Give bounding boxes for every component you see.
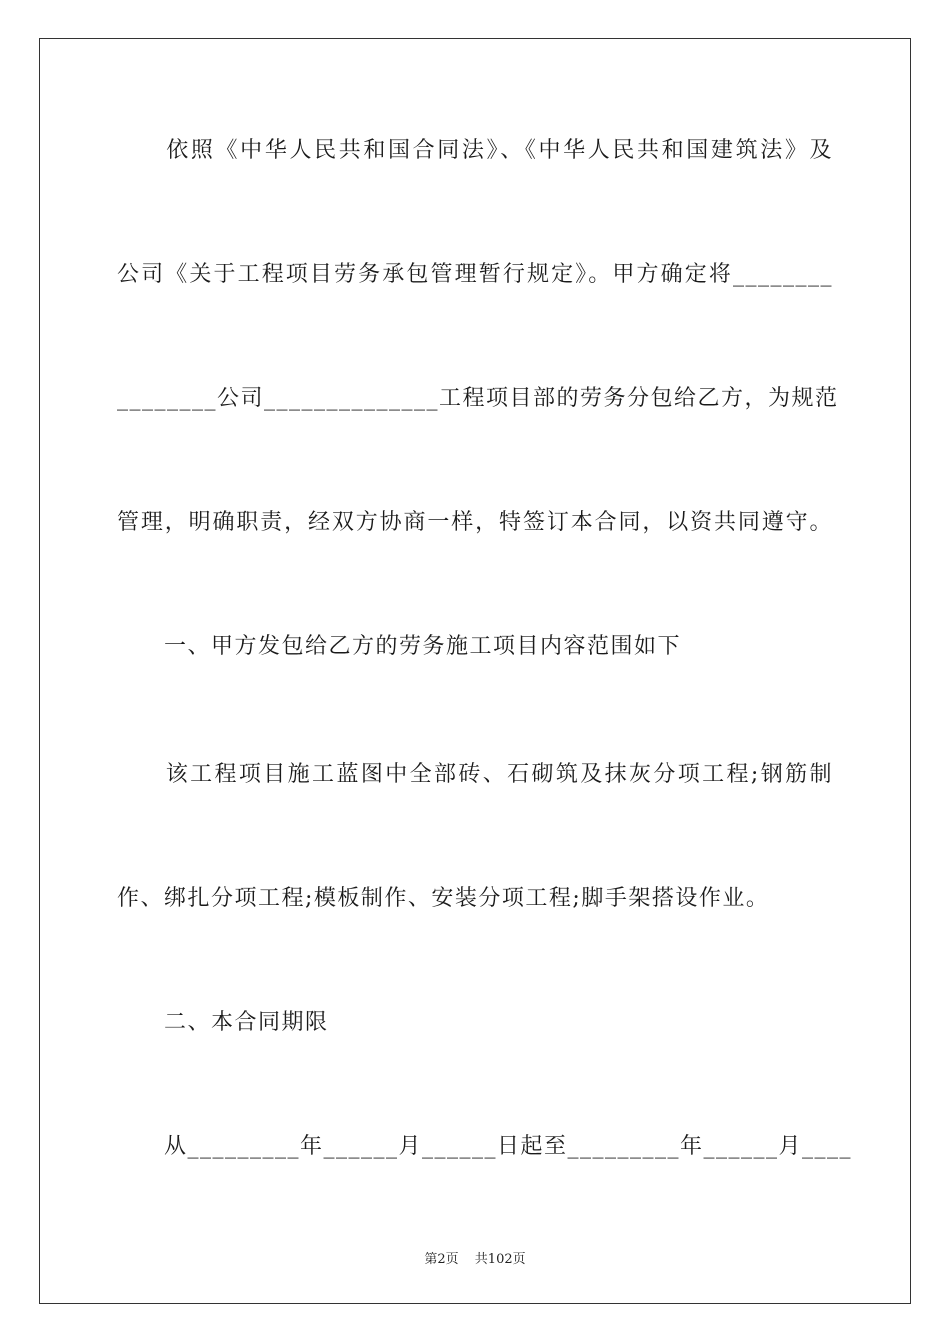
section-heading-2: 二、本合同期限 [117,1010,329,1035]
paragraph-line-4: 管理，明确职责，经双方协商一样，特签订本合同，以资共同遵守。 [117,510,833,535]
page-border [39,38,911,1304]
page-number: 第2页 [424,1252,459,1267]
paragraph-line-7: 从_________年______月______日起至_________年______月____ [117,1134,853,1159]
section-heading-1: 一、甲方发包给乙方的劳务施工项目内容范围如下 [117,634,682,659]
paragraph-line-6: 作、绑扎分项工程;模板制作、安装分项工程;脚手架搭设作业。 [117,886,770,911]
page-total: 共102页 [474,1252,526,1267]
paragraph-line-3: ________公司______________工程项目部的劳务分包给乙方，为规范 [117,386,839,411]
paragraph-line-5: 该工程项目施工蓝图中全部砖、石砌筑及抹灰分项工程;钢筋制 [117,762,833,787]
paragraph-line-2: 公司《关于工程项目劳务承包管理暂行规定》。甲方确定将________ [117,262,833,287]
page-footer [0,1248,950,1267]
paragraph-line-1: 依照《中华人民共和国合同法》、《中华人民共和国建筑法》及 [117,138,833,163]
